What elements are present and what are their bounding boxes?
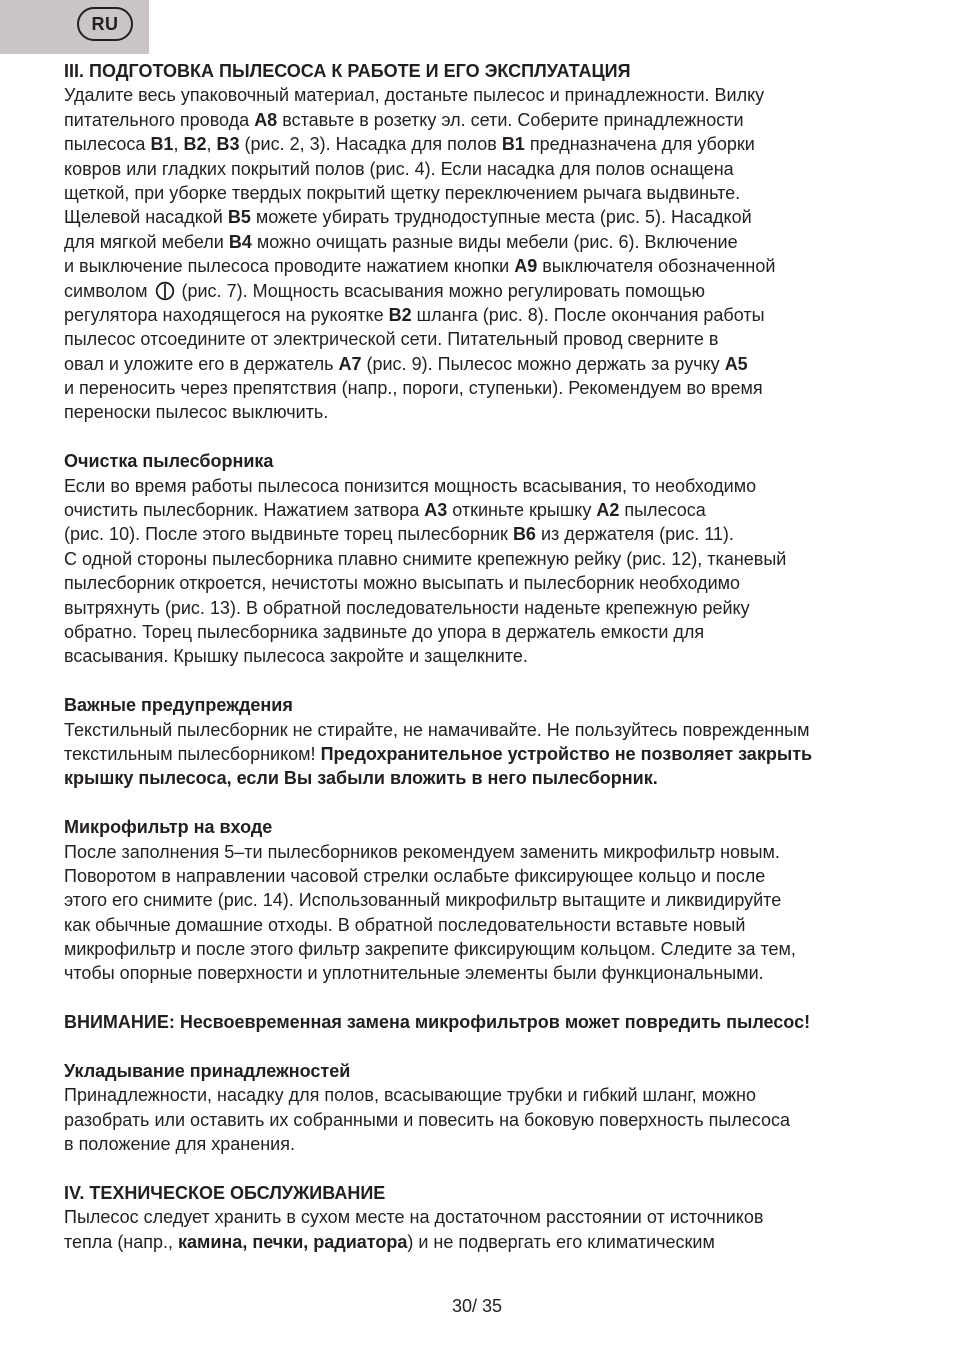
text-run: в положение для хранения.: [64, 1134, 295, 1155]
text-run: Поворотом в направлении часовой стрелки ослабьте фиксирующее кольцо и после: [64, 865, 766, 886]
text-run: всасывания. Крышку пылесоса закройте и защелкните.: [64, 646, 528, 667]
text-run: текстильным пылесборником!: [64, 743, 321, 764]
language-tab: [0, 0, 149, 54]
text-run: вставьте в розетку эл. сети. Соберите принадлежности: [277, 109, 744, 130]
text-run: откиньте крышку: [447, 500, 597, 521]
text-line: [64, 230, 914, 254]
text-run: шланга (рис. 8). После окончания работы: [411, 304, 765, 325]
text-line: [64, 571, 914, 595]
text-run: символом: [64, 280, 153, 301]
text-run: как обычные домашние отходы. В обратной последовательности вставьте новый: [64, 914, 746, 935]
text-run: (рис. 7). Мощность всасывания можно регулировать помощью: [176, 280, 705, 301]
bold-text: B6: [512, 524, 536, 545]
text-line: [64, 83, 914, 107]
text-line: [64, 547, 914, 571]
text-run: вытряхнуть (рис. 13). В обратной последовательности наденьте крепежную рейку: [64, 597, 750, 618]
text-run: пылесоса: [64, 134, 151, 155]
text-run: обратно. Торец пылесборника задвиньте до упора в держатель емкости для: [64, 621, 705, 642]
paragraph: [64, 1205, 914, 1254]
text-run: тепла (напр.,: [64, 1231, 179, 1252]
text-run: предназначена для уборки: [524, 134, 755, 155]
section-heading: III. ПОДГОТОВКА ПЫЛЕСОСА К РАБОТЕ И ЕГО ЭКСПЛУАТАЦИЯ: [64, 61, 631, 81]
paragraph: [64, 1010, 914, 1034]
text-run: микрофильтр и после этого фильтр закрепите фиксирующим кольцом. Следите за тем,: [64, 939, 796, 960]
bold-text: B3: [216, 134, 240, 155]
text-run: Щелевой насадкой: [64, 207, 228, 228]
text-run: щеткой, при уборке твердых покрытий щетку переключением рычага выдвиньте.: [64, 182, 741, 203]
section-heading: Микрофильтр на входе: [64, 817, 273, 838]
text-run: пылесборник откроется, нечистоты можно высыпать и пылесборник необходимо: [64, 573, 741, 594]
text-run: и выключение пылесоса проводите нажатием кнопки: [64, 256, 515, 277]
text-run: ) и не подвергать его климатическим: [407, 1231, 715, 1252]
text-line: [64, 205, 914, 229]
text-line: [64, 840, 914, 864]
text-line: [64, 498, 914, 522]
text-run: чтобы опорные поверхности и уплотнительные элементы были функциональными.: [64, 963, 764, 984]
section-microfilter: [64, 815, 914, 986]
text-line: [64, 596, 914, 620]
text-line: [64, 742, 914, 766]
paragraph: [64, 718, 914, 791]
text-run: ,: [173, 134, 184, 155]
bold-text: B1: [501, 134, 525, 155]
bold-text: B5: [227, 207, 251, 228]
text-run: (рис. 2, 3). Насадка для полов: [239, 134, 502, 155]
bold-text: B2: [183, 134, 207, 155]
text-line: [64, 157, 914, 181]
text-line: [64, 132, 914, 156]
bold-text: A7: [338, 353, 362, 374]
text-line: [64, 327, 914, 351]
text-run: ,: [206, 134, 217, 155]
text-line: [64, 376, 914, 400]
text-line: [64, 620, 914, 644]
text-line: [64, 961, 914, 985]
section-dustbag-cleaning: [64, 449, 914, 669]
text-line: [64, 352, 914, 376]
text-run: (рис. 10). После этого выдвиньте торец пылесборник: [64, 524, 513, 545]
manual-text: [64, 59, 914, 1279]
text-line: [64, 303, 914, 327]
bold-text: Предохранительное устройство не позволяет закрыть: [320, 743, 813, 764]
bold-text: B2: [388, 304, 412, 325]
bold-text: A3: [424, 500, 448, 521]
section-important-warnings: [64, 693, 914, 791]
text-line: [64, 1132, 914, 1156]
bold-text: ВНИМАНИЕ: Несвоевременная замена микрофильтров может повредить пылесос!: [64, 1012, 811, 1033]
text-run: очистить пылесборник. Нажатием затвора: [64, 500, 425, 521]
text-run: пылесос отсоедините от электрической сети. Питательный провод сверните в: [64, 329, 719, 350]
section-heading: Важные предупреждения: [64, 695, 293, 716]
paragraph: [64, 83, 914, 424]
text-run: выключателя обозначенной: [537, 256, 776, 277]
text-run: для мягкой мебели: [64, 231, 229, 252]
text-run: пылесоса: [619, 500, 706, 521]
text-run: этого его снимите (рис. 14). Использованный микрофильтр вытащите и ликвидируйте: [64, 890, 782, 911]
text-line: [64, 1108, 914, 1132]
text-run: из держателя (рис. 11).: [535, 524, 734, 545]
text-run: переноски пылесос выключить.: [64, 402, 329, 423]
paragraph: [64, 1083, 914, 1156]
text-line: [64, 279, 914, 303]
text-line: [64, 522, 914, 546]
text-line: [64, 108, 914, 132]
bold-text: A8: [254, 109, 278, 130]
text-line: [64, 888, 914, 912]
language-badge: RU: [77, 7, 133, 41]
bold-text: B4: [228, 231, 252, 252]
text-run: (рис. 9). Пылесос можно держать за ручку: [361, 353, 725, 374]
section-preparation: [64, 59, 914, 425]
text-line: [64, 766, 914, 790]
text-line: [64, 1230, 914, 1254]
text-run: можете убирать труднодоступные места (рис. 5). Насадкой: [250, 207, 752, 228]
section-attention-notice: [64, 1010, 914, 1034]
section-accessory-storage: [64, 1059, 914, 1157]
bold-text: A5: [724, 353, 748, 374]
text-run: Пылесос следует хранить в сухом месте на достаточном расстоянии от источников: [64, 1207, 764, 1228]
bold-text: A2: [596, 500, 620, 521]
text-line: [64, 400, 914, 424]
text-line: [64, 474, 914, 498]
text-run: С одной стороны пылесборника плавно снимите крепежную рейку (рис. 12), тканевый: [64, 548, 787, 569]
text-line: [64, 181, 914, 205]
text-run: питательного провода: [64, 109, 255, 130]
text-line: [64, 937, 914, 961]
text-line: [64, 644, 914, 668]
text-line: [64, 864, 914, 888]
section-heading: IV. ТЕХНИЧЕСКОЕ ОБСЛУЖИВАНИЕ: [64, 1182, 386, 1203]
bold-text: A9: [514, 256, 538, 277]
text-run: Если во время работы пылесоса понизится мощность всасывания, то необходимо: [64, 475, 757, 496]
page-number: 30/ 35: [451, 1296, 503, 1316]
text-line: [64, 913, 914, 937]
text-run: можно очищать разные виды мебели (рис. 6). Включение: [251, 231, 738, 252]
bold-text: крышку пылесоса, если Вы забыли вложить в него пылесборник.: [64, 768, 658, 789]
text-run: овал и уложите его в держатель: [64, 353, 339, 374]
text-run: Принадлежности, насадку для полов, всасывающие трубки и гибкий шланг, можно: [64, 1085, 756, 1106]
text-line: [64, 1083, 914, 1107]
text-line: [64, 718, 914, 742]
section-heading: Очистка пылесборника: [64, 451, 274, 472]
text-line: [64, 254, 914, 278]
text-run: регулятора находящегося на рукоятке: [64, 304, 389, 325]
text-run: Удалите весь упаковочный материал, достаньте пылесос и принадлежности. Вилку: [64, 85, 765, 106]
text-run: Текстильный пылесборник не стирайте, не намачивайте. Не пользуйтесь поврежденным: [64, 719, 810, 740]
text-run: ковров или гладких покрытий полов (рис. 4). Если насадка для полов оснащена: [64, 158, 734, 179]
text-run: После заполнения 5–ти пылесборников рекомендуем заменить микрофильтр новым.: [64, 841, 780, 862]
paragraph: [64, 474, 914, 669]
paragraph: [64, 840, 914, 986]
section-heading: Укладывание принадлежностей: [64, 1061, 351, 1082]
text-line: [64, 1205, 914, 1229]
bold-text: камина, печки, радиатора: [178, 1231, 408, 1252]
section-maintenance: [64, 1181, 914, 1254]
text-run: и переносить через препятствия (напр., пороги, ступеньки). Рекомендуем во время: [64, 378, 763, 399]
power-symbol-icon: [155, 281, 175, 301]
text-line: [64, 1010, 914, 1034]
bold-text: B1: [150, 134, 174, 155]
text-run: разобрать или оставить их собранными и повесить на боковую поверхность пылесоса: [64, 1109, 791, 1130]
